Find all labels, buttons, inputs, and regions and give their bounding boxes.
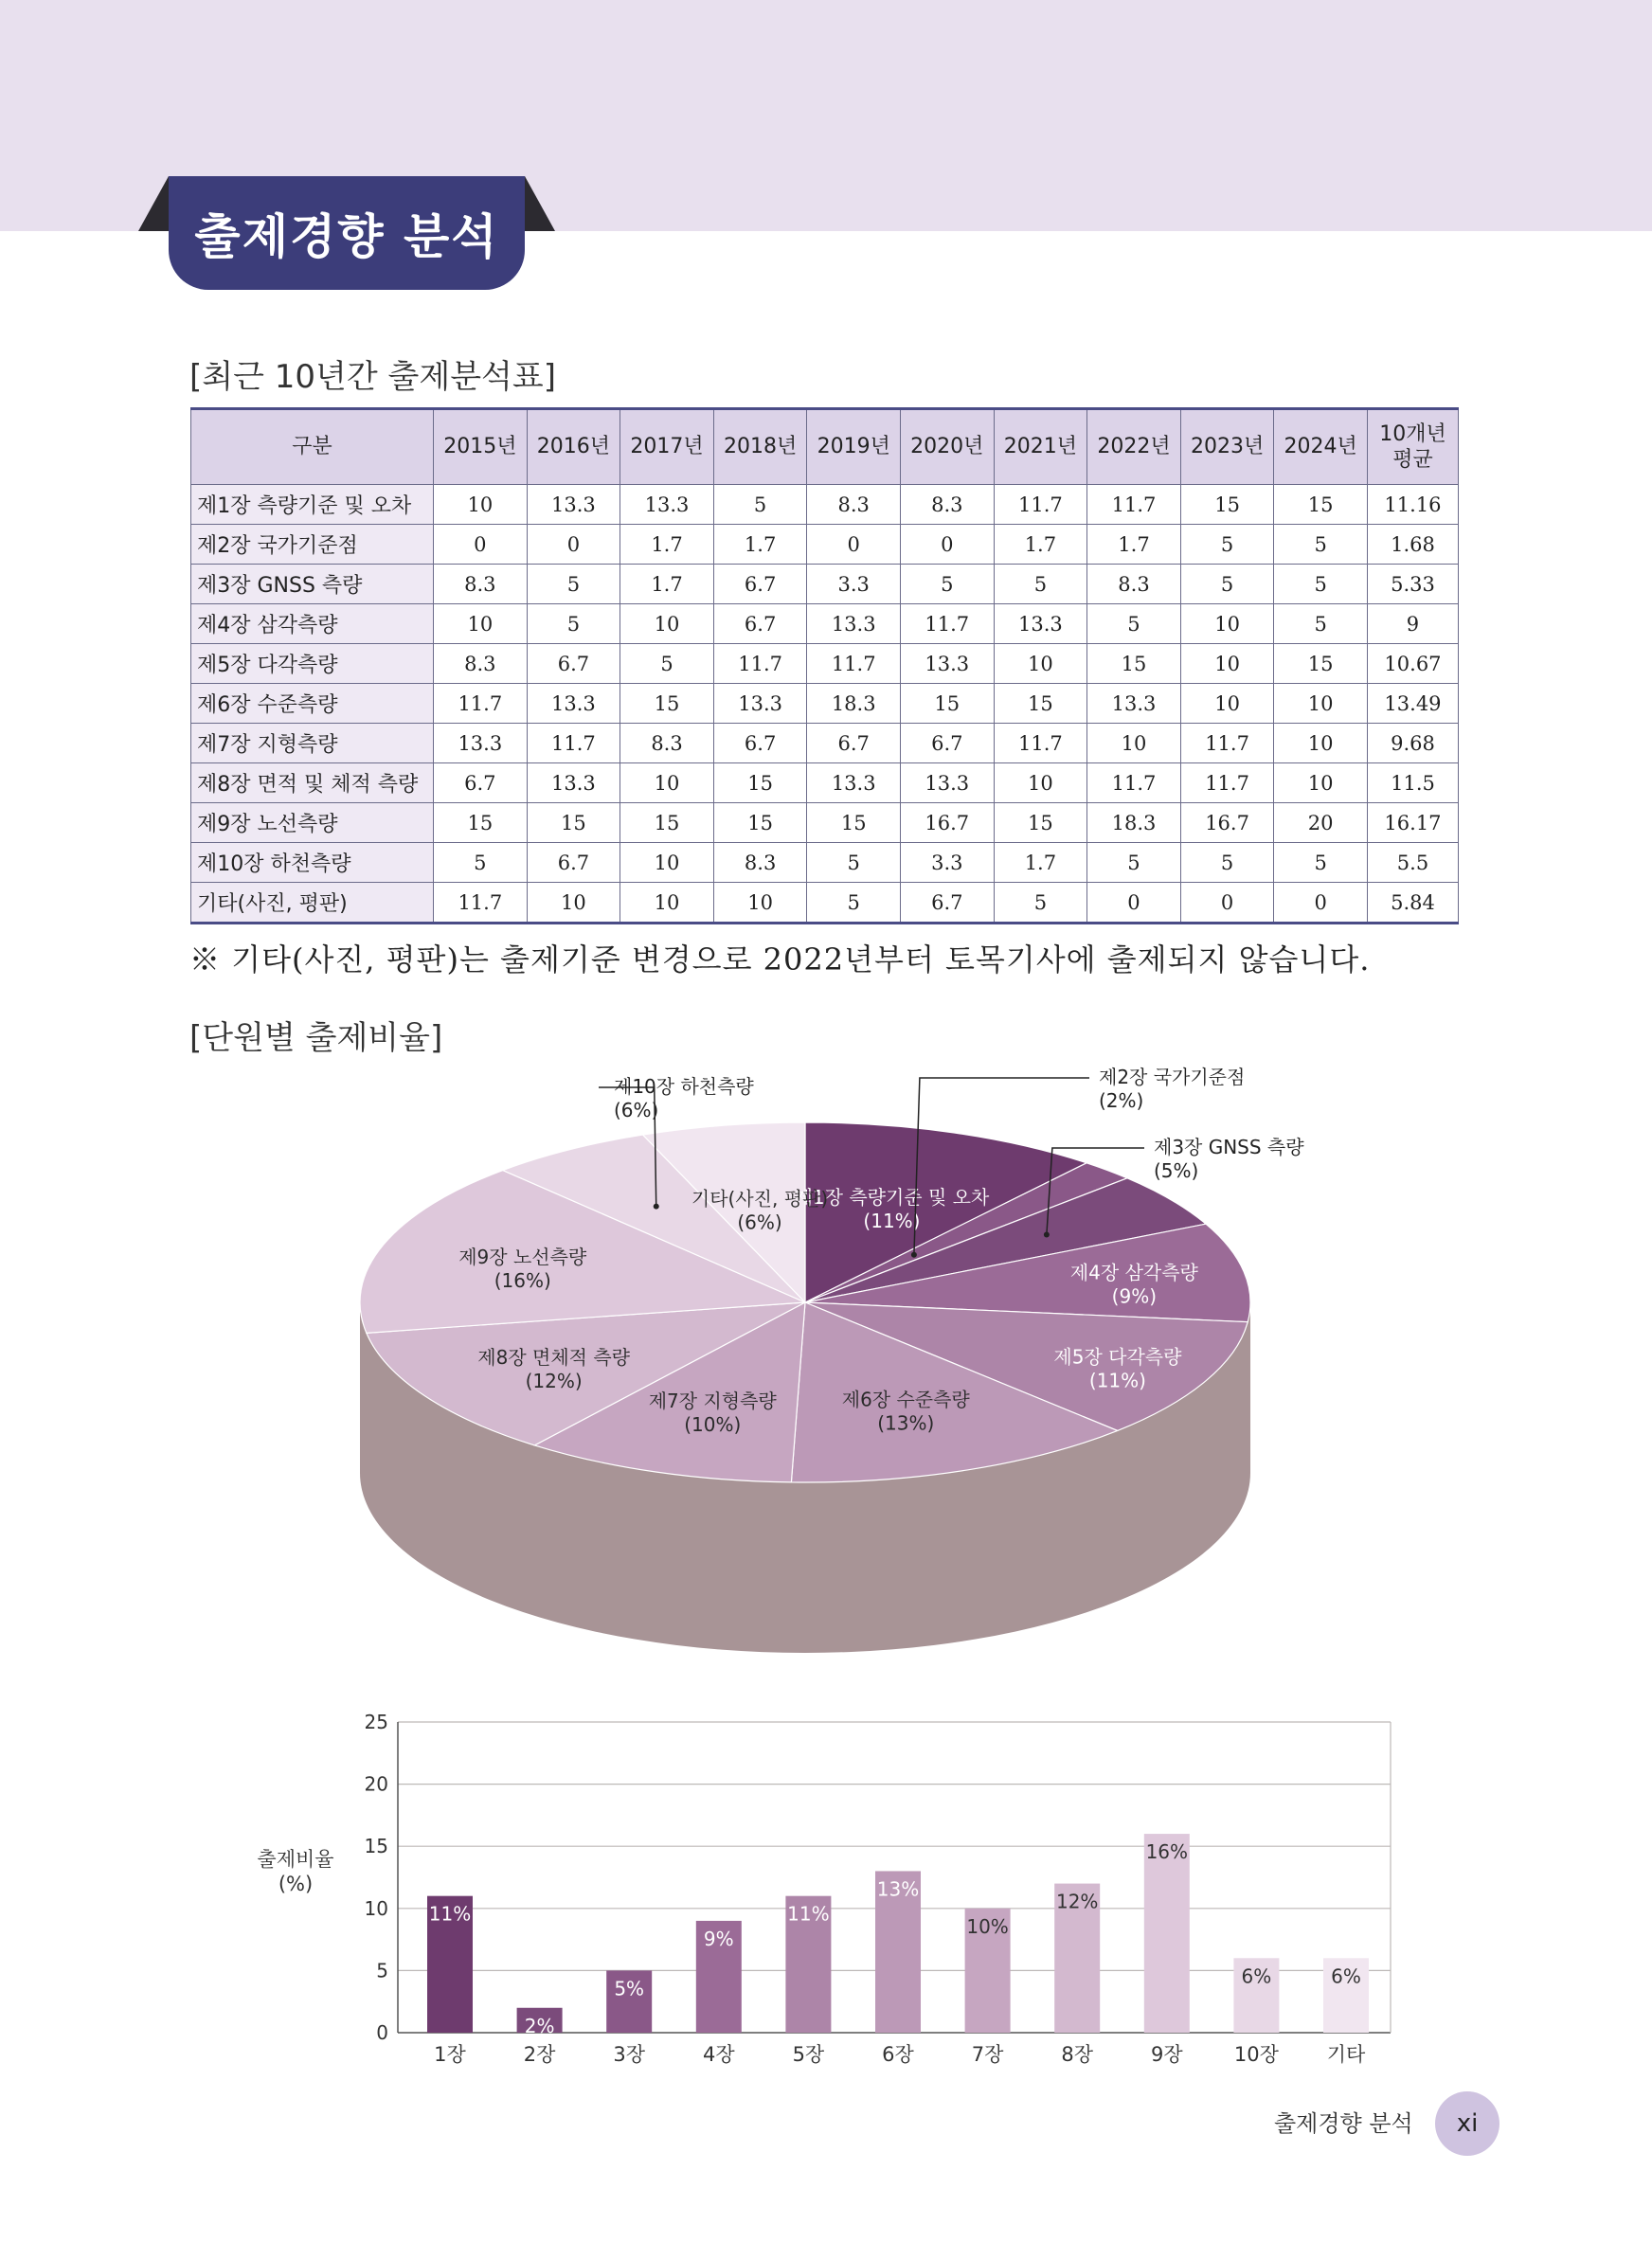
table-cell: 11.7 (434, 883, 528, 924)
table-cell: 5 (807, 843, 901, 883)
label-line: (11%) (1088, 1369, 1146, 1392)
table-cell: 11.7 (994, 485, 1087, 525)
table-cell: 5 (1087, 843, 1181, 883)
table-cell: 1.7 (713, 525, 807, 565)
label-line: (5%) (1154, 1159, 1199, 1182)
bar-value-label: 10% (966, 1914, 1009, 1938)
table-cell: 0 (527, 525, 620, 565)
table-cell: 10 (620, 604, 714, 644)
table-cell: 10 (620, 883, 714, 924)
table-cell: 5 (1180, 525, 1274, 565)
table-body (191, 485, 1459, 924)
label-line: 제4장 삼각측량 (1069, 1261, 1198, 1284)
x-tick-label: 6장 (882, 2043, 914, 2066)
header-col: 2015년 (434, 409, 528, 485)
bar-chart (237, 1695, 1421, 2084)
table-cell: 9.68 (1367, 724, 1458, 763)
header-col: 2022년 (1087, 409, 1181, 485)
table-row (191, 763, 1459, 803)
table-cell: 10 (1274, 724, 1368, 763)
table-cell: 13.3 (527, 485, 620, 525)
table-cell: 6.7 (713, 724, 807, 763)
table-cell: 15 (527, 803, 620, 843)
bar-value-label: 6% (1241, 1964, 1272, 1988)
table-cell: 18.3 (807, 684, 901, 724)
label-line: 제1장 측량기준 및 오차 (794, 1186, 990, 1210)
y-tick-label: 10 (364, 1896, 388, 1920)
pie-chart (341, 1061, 1304, 1667)
label-line: 제5장 다각측량 (1053, 1345, 1182, 1369)
table-cell: 15 (620, 684, 714, 724)
footer-label: 출제경향 분석 (1274, 2110, 1413, 2137)
table-cell: 16.7 (901, 803, 995, 843)
table-cell: 15 (1274, 644, 1368, 684)
label-line: (16%) (494, 1269, 551, 1293)
table-cell: 0 (434, 525, 528, 565)
table-cell: 5 (901, 565, 995, 604)
table-cell: 13.3 (807, 763, 901, 803)
row-label: 기타(사진, 평판) (191, 883, 434, 924)
label-line: 제10장 하천측량 (614, 1075, 754, 1098)
label-line: 제8장 면체적 측량 (477, 1345, 630, 1369)
table-cell: 5.33 (1367, 565, 1458, 604)
label-line: 제2장 국가기준점 (1099, 1066, 1246, 1088)
row-label: 제9장 노선측량 (191, 803, 434, 843)
table-cell: 13.3 (713, 684, 807, 724)
table-cell: 1.68 (1367, 525, 1458, 565)
table-row (191, 883, 1459, 924)
label-line: (10%) (684, 1412, 742, 1436)
badge-ear-right (525, 176, 555, 231)
table-note: ※ 기타(사진, 평판)는 출제기준 변경으로 2022년부터 토목기사에 출제되지 않습니다. (189, 942, 1371, 978)
table-cell: 11.7 (1180, 763, 1274, 803)
header-col: 2023년 (1180, 409, 1274, 485)
table-cell: 10 (1180, 684, 1274, 724)
table-cell: 15 (901, 684, 995, 724)
row-label: 제1장 측량기준 및 오차 (191, 485, 434, 525)
table-cell: 1.7 (620, 525, 714, 565)
table-row (191, 803, 1459, 843)
header-col: 2020년 (901, 409, 995, 485)
table-cell: 5 (1180, 565, 1274, 604)
table-cell: 5 (620, 644, 714, 684)
table-cell: 15 (1180, 485, 1274, 525)
bar (1144, 1834, 1190, 2033)
table-cell: 6.7 (527, 644, 620, 684)
table-cell: 6.7 (434, 763, 528, 803)
header-category: 구분 (191, 409, 434, 485)
table-section-title: [최근 10년간 출제분석표] (189, 358, 557, 396)
label-line: 제9장 노선측량 (458, 1246, 587, 1269)
header-col: 2019년 (807, 409, 901, 485)
label-line: 기타(사진, 평판) (691, 1187, 829, 1211)
table-cell: 8.3 (434, 644, 528, 684)
label-line: 제3장 GNSS 측량 (1154, 1136, 1304, 1158)
table-cell: 13.3 (527, 684, 620, 724)
row-label: 제3장 GNSS 측량 (191, 565, 434, 604)
table-cell: 13.49 (1367, 684, 1458, 724)
table-cell: 5 (434, 843, 528, 883)
label-line: (%) (278, 1873, 314, 1895)
table-cell: 15 (1274, 485, 1368, 525)
table-cell: 11.7 (994, 724, 1087, 763)
label-line: (9%) (1111, 1284, 1158, 1308)
badge-ear-left (138, 176, 169, 231)
table-cell: 10 (620, 843, 714, 883)
table-cell: 10 (713, 883, 807, 924)
table-cell: 15 (994, 684, 1087, 724)
x-tick-label: 8장 (1061, 2043, 1094, 2066)
label-line: 제7장 지형측량 (648, 1389, 777, 1412)
table-cell: 5 (527, 604, 620, 644)
header-col: 2021년 (994, 409, 1087, 485)
table-cell: 10 (434, 485, 528, 525)
header-col: 2024년 (1274, 409, 1368, 485)
table-cell: 5 (1274, 604, 1368, 644)
table-cell: 10 (434, 604, 528, 644)
y-tick-label: 15 (364, 1835, 388, 1858)
table-cell: 6.7 (901, 883, 995, 924)
table-cell: 5.5 (1367, 843, 1458, 883)
header-col: 2016년 (527, 409, 620, 485)
x-tick-label: 1장 (434, 2043, 466, 2066)
table-cell: 5 (807, 883, 901, 924)
x-tick-label: 4장 (702, 2043, 735, 2066)
bar-value-label: 16% (1145, 1840, 1189, 1864)
callout-label (1099, 1066, 1245, 1112)
table-cell: 5 (994, 883, 1087, 924)
table-cell: 6.7 (713, 565, 807, 604)
header-col: 10개년 평균 (1367, 409, 1458, 485)
table-cell: 8.3 (807, 485, 901, 525)
table-cell: 13.3 (620, 485, 714, 525)
table-row (191, 565, 1459, 604)
chart-section-title: [단원별 출제비율] (189, 1019, 443, 1057)
bar-value-label: 9% (703, 1927, 734, 1950)
label-line: (6%) (614, 1099, 659, 1121)
table-cell: 8.3 (434, 565, 528, 604)
table-cell: 3.3 (901, 843, 995, 883)
label-line: (2%) (1099, 1089, 1144, 1112)
table-cell: 10 (527, 883, 620, 924)
x-tick-label: 기타 (1326, 2043, 1366, 2066)
x-tick-label: 5장 (792, 2043, 825, 2066)
table-cell: 5 (713, 485, 807, 525)
row-label: 제5장 다각측량 (191, 644, 434, 684)
label-line: (6%) (737, 1211, 782, 1234)
title-badge (138, 176, 555, 290)
table-cell: 8.3 (620, 724, 714, 763)
table-cell: 1.7 (994, 843, 1087, 883)
table-cell: 15 (713, 763, 807, 803)
table-cell: 13.3 (807, 604, 901, 644)
table-cell: 11.7 (1087, 763, 1181, 803)
table-cell: 1.7 (620, 565, 714, 604)
x-tick-label: 2장 (523, 2043, 556, 2066)
table-cell: 11.7 (434, 684, 528, 724)
label-line: (12%) (525, 1369, 583, 1392)
callout-label (614, 1075, 754, 1121)
table-cell: 15 (1087, 644, 1181, 684)
bar-value-label: 6% (1331, 1964, 1361, 1988)
table-cell: 10 (620, 763, 714, 803)
table-cell: 13.3 (1087, 684, 1181, 724)
table-cell: 11.7 (527, 724, 620, 763)
table-row (191, 724, 1459, 763)
table-cell: 5 (1274, 525, 1368, 565)
table-cell: 16.17 (1367, 803, 1458, 843)
table-cell: 13.3 (994, 604, 1087, 644)
table-cell: 11.7 (901, 604, 995, 644)
table-cell: 15 (620, 803, 714, 843)
page-title: 출제경향 분석 (169, 176, 525, 290)
table-row (191, 684, 1459, 724)
table-cell: 11.16 (1367, 485, 1458, 525)
table-cell: 10 (994, 763, 1087, 803)
table-cell: 10 (994, 644, 1087, 684)
table-cell: 0 (1087, 883, 1181, 924)
x-tick-label: 3장 (613, 2043, 646, 2066)
table-cell: 0 (1274, 883, 1368, 924)
y-axis-label (257, 1848, 333, 1895)
row-label: 제2장 국가기준점 (191, 525, 434, 565)
table-cell: 6.7 (807, 724, 901, 763)
table-row (191, 604, 1459, 644)
table-cell: 5 (1274, 565, 1368, 604)
table-cell: 0 (1180, 883, 1274, 924)
x-tick-label: 9장 (1150, 2043, 1183, 2066)
table-cell: 10 (1180, 644, 1274, 684)
table-cell: 1.7 (1087, 525, 1181, 565)
table-cell: 13.3 (434, 724, 528, 763)
label-line: 제6장 수준측량 (841, 1388, 970, 1411)
row-label: 제8장 면적 및 체적 측량 (191, 763, 434, 803)
label-line: 출제비율 (257, 1848, 334, 1871)
table-cell: 6.7 (713, 604, 807, 644)
table-cell: 16.7 (1180, 803, 1274, 843)
table-cell: 10 (1087, 724, 1181, 763)
table-cell: 11.7 (713, 644, 807, 684)
x-tick-label: 10장 (1233, 2043, 1279, 2066)
table-cell: 0 (901, 525, 995, 565)
table-cell: 13.3 (901, 763, 995, 803)
table-cell: 20 (1274, 803, 1368, 843)
table-cell: 0 (807, 525, 901, 565)
bar-value-label: 11% (428, 1902, 472, 1926)
table-cell: 10 (1274, 684, 1368, 724)
table-row (191, 644, 1459, 684)
table-cell: 11.7 (807, 644, 901, 684)
table-cell: 5 (994, 565, 1087, 604)
header-col: 2018년 (713, 409, 807, 485)
y-tick-label: 0 (376, 2021, 388, 2044)
table-cell: 3.3 (807, 565, 901, 604)
bar-value-label: 11% (787, 1902, 830, 1926)
row-label: 제10장 하천측량 (191, 843, 434, 883)
bar-value-label: 12% (1055, 1890, 1099, 1913)
table-cell: 15 (994, 803, 1087, 843)
table-cell: 10.67 (1367, 644, 1458, 684)
table-row (191, 525, 1459, 565)
callout-label (1154, 1136, 1304, 1182)
table-cell: 13.3 (527, 763, 620, 803)
table-cell: 6.7 (901, 724, 995, 763)
row-label: 제6장 수준측량 (191, 684, 434, 724)
table-cell: 11.5 (1367, 763, 1458, 803)
y-tick-label: 5 (376, 1959, 388, 1982)
header-col: 2017년 (620, 409, 714, 485)
table-cell: 11.7 (1087, 485, 1181, 525)
table-cell: 13.3 (901, 644, 995, 684)
table-cell: 5 (527, 565, 620, 604)
y-tick-label: 20 (364, 1772, 388, 1796)
table-cell: 11.7 (1180, 724, 1274, 763)
label-line: (11%) (863, 1210, 921, 1233)
table-cell: 10 (1180, 604, 1274, 644)
table-cell: 8.3 (713, 843, 807, 883)
table-cell: 5 (1180, 843, 1274, 883)
table-cell: 18.3 (1087, 803, 1181, 843)
table-cell: 8.3 (901, 485, 995, 525)
table-cell: 6.7 (527, 843, 620, 883)
table-cell: 8.3 (1087, 565, 1181, 604)
table-header-row (191, 409, 1459, 485)
table-cell: 9 (1367, 604, 1458, 644)
bar-value-label: 2% (524, 2014, 555, 2037)
table-cell: 5.84 (1367, 883, 1458, 924)
y-tick-label: 25 (364, 1711, 388, 1733)
table-cell: 15 (713, 803, 807, 843)
label-line: (13%) (877, 1411, 935, 1435)
bar-value-label: 5% (614, 1977, 645, 2000)
table-cell: 5 (1274, 843, 1368, 883)
page-number: xi (1435, 2091, 1499, 2156)
table-row (191, 843, 1459, 883)
row-label: 제4장 삼각측량 (191, 604, 434, 644)
row-label: 제7장 지형측량 (191, 724, 434, 763)
bar-value-label: 13% (876, 1877, 920, 1901)
table-cell: 15 (807, 803, 901, 843)
table-cell: 1.7 (994, 525, 1087, 565)
table-cell: 5 (1087, 604, 1181, 644)
trend-table (190, 407, 1459, 924)
table-cell: 15 (434, 803, 528, 843)
x-tick-label: 7장 (971, 2043, 1004, 2066)
table-cell: 10 (1274, 763, 1368, 803)
table-row (191, 485, 1459, 525)
